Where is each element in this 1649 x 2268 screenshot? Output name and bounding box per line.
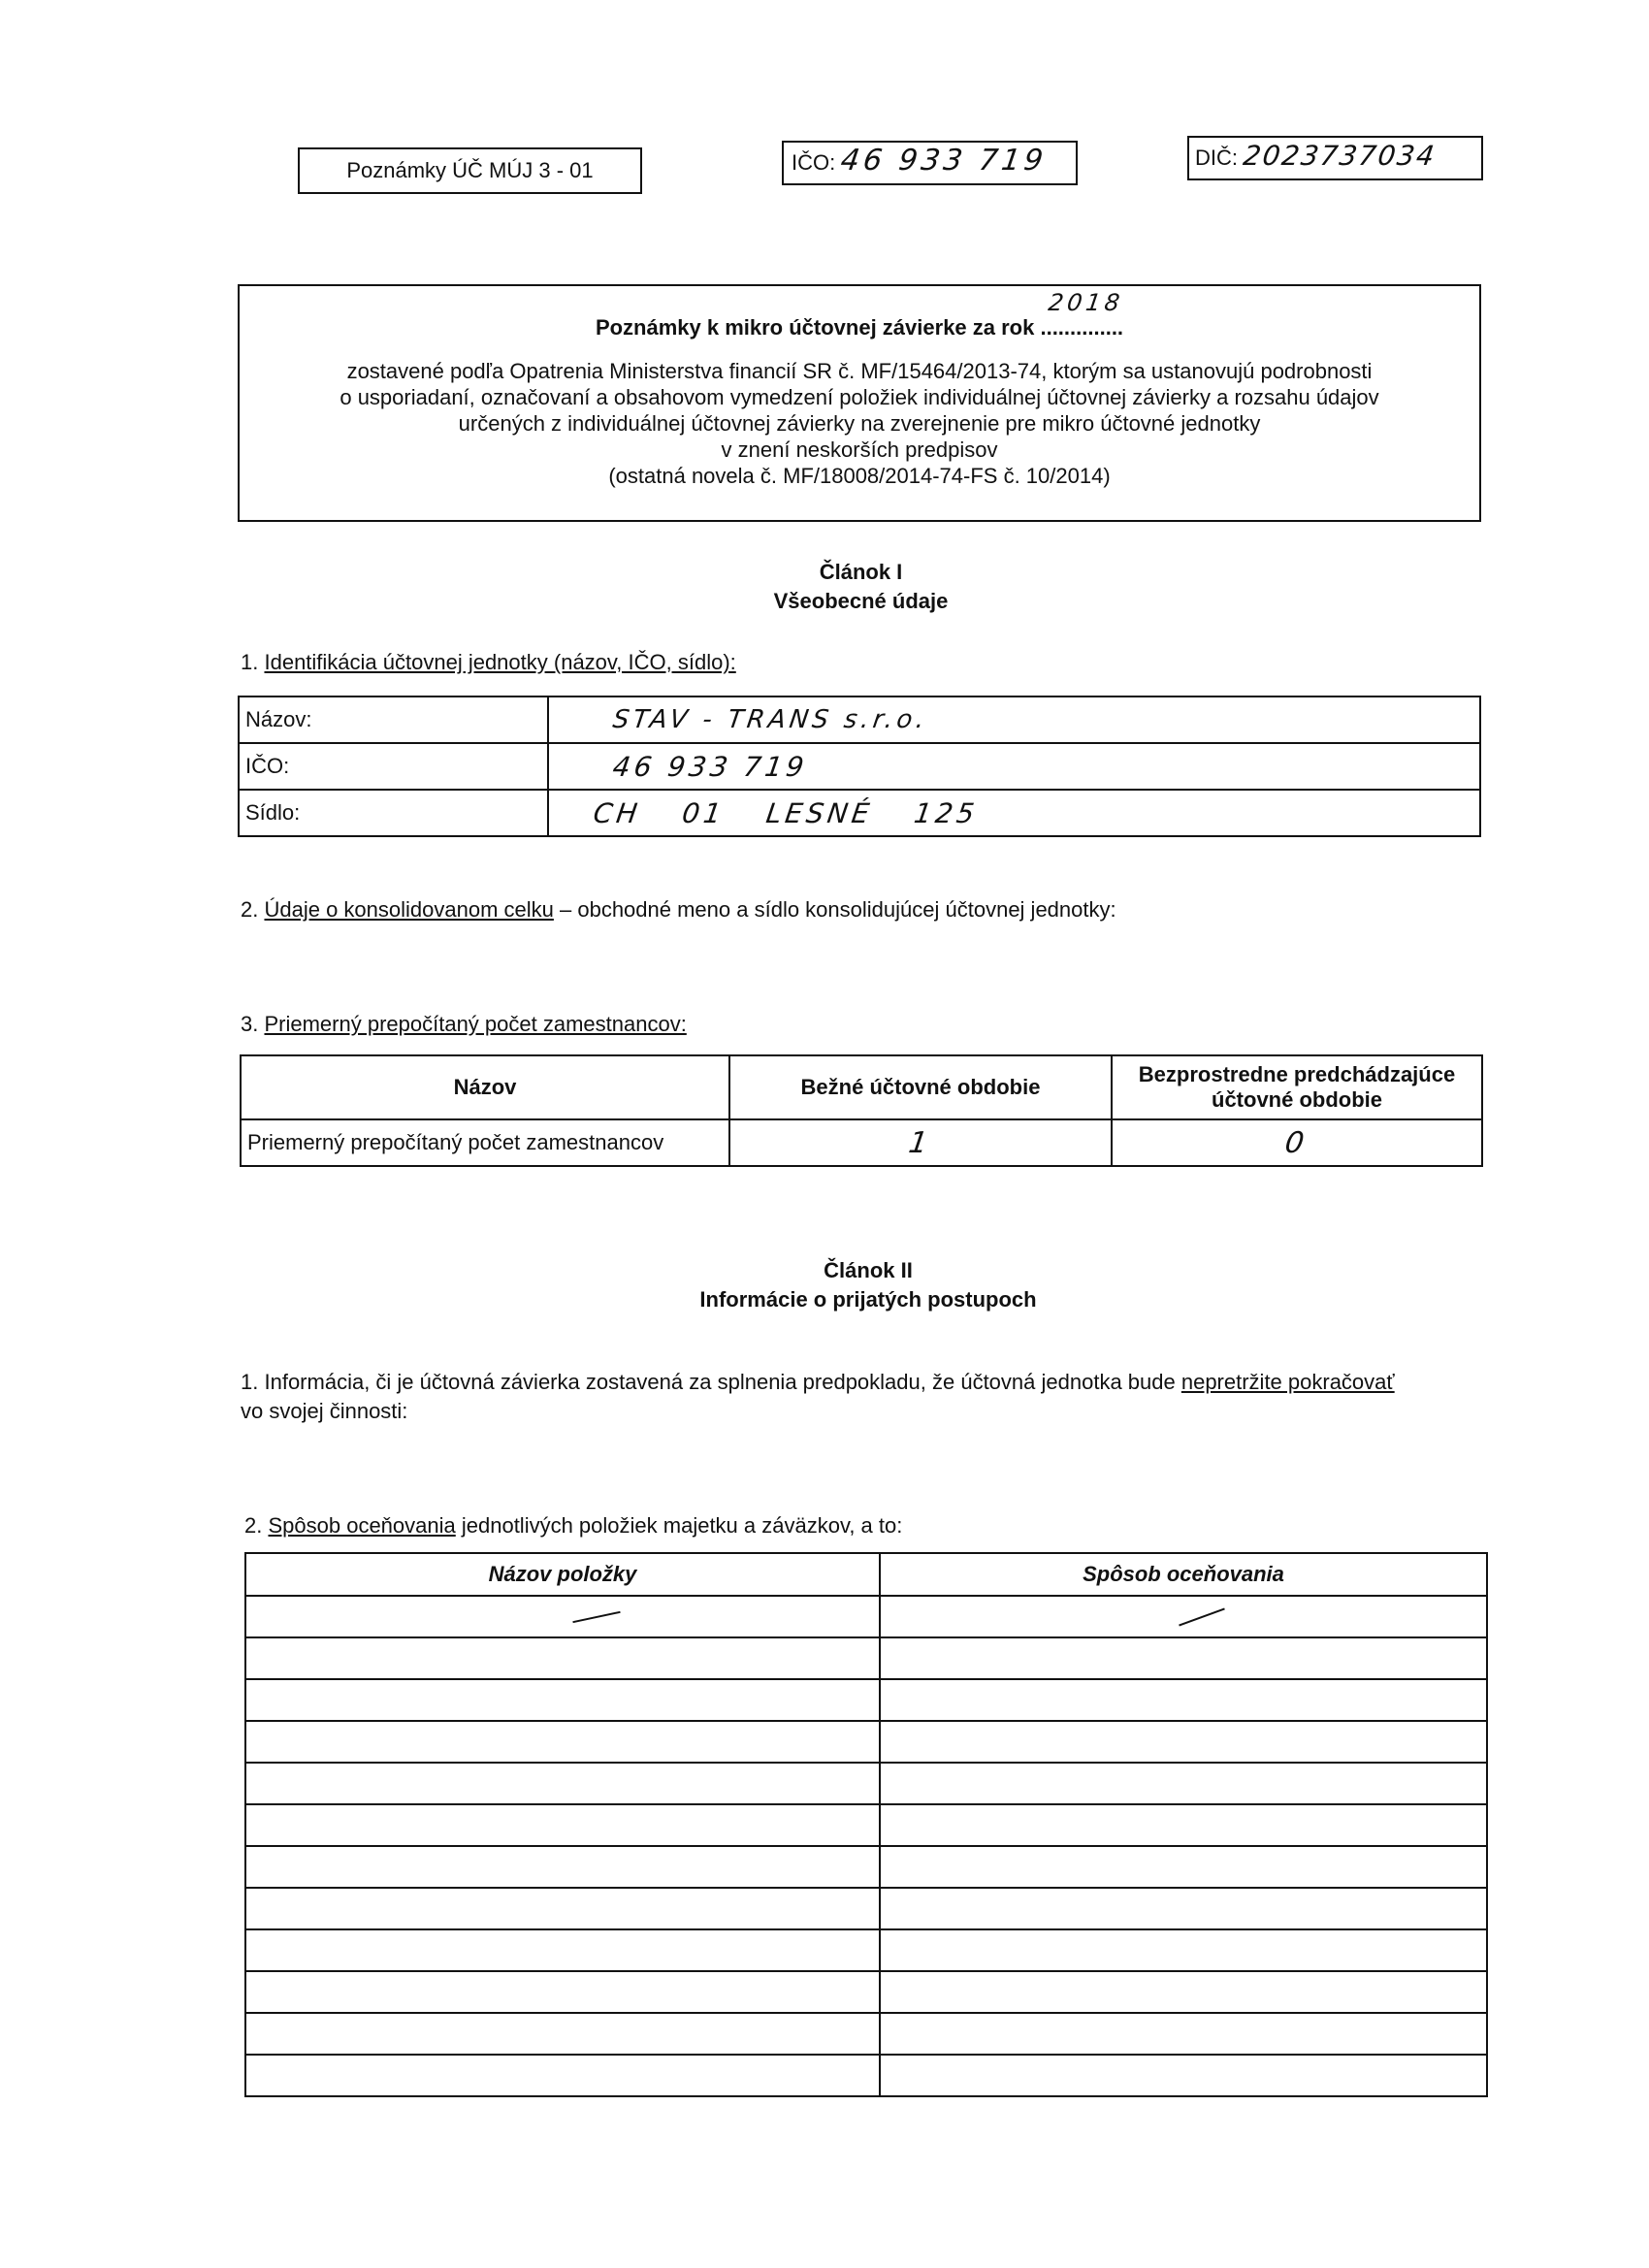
item-name-cell bbox=[245, 1763, 880, 1804]
valuation-cell bbox=[880, 1846, 1487, 1888]
valuation-cell bbox=[880, 1679, 1487, 1721]
table-row: Sídlo: CH 01 LESNÉ 125 bbox=[239, 790, 1480, 836]
valuation-table: Názov položky Spôsob oceňovania bbox=[244, 1552, 1488, 2097]
name-value: STAV - TRANS s.r.o. bbox=[610, 705, 930, 734]
table-row bbox=[245, 1679, 1487, 1721]
valuation-cell bbox=[880, 1888, 1487, 1929]
valuation-cell bbox=[880, 2013, 1487, 2055]
intro-title-row bbox=[240, 289, 1479, 340]
item-name-cell bbox=[245, 1929, 880, 1971]
intro-title: Poznámky k mikro účtovnej závierke za rok .............. bbox=[595, 315, 1124, 340]
valuation-cell bbox=[880, 1763, 1487, 1804]
table-row bbox=[245, 1888, 1487, 1929]
form-label: Poznámky ÚČ MÚJ 3 - 01 bbox=[346, 158, 594, 182]
item-name-cell bbox=[245, 2013, 880, 2055]
table-row bbox=[245, 2055, 1487, 2096]
table-row bbox=[245, 1721, 1487, 1763]
table-row bbox=[245, 1971, 1487, 2013]
table-row bbox=[245, 1846, 1487, 1888]
dic-box bbox=[1187, 136, 1483, 180]
table-row bbox=[245, 1929, 1487, 1971]
item-name-cell bbox=[245, 1804, 880, 1846]
valuation-cell bbox=[880, 1596, 1487, 1637]
valuation-cell bbox=[880, 1637, 1487, 1679]
valuation-cell bbox=[880, 1804, 1487, 1846]
table-row bbox=[245, 1637, 1487, 1679]
intro-text: zostavené podľa Opatrenia Ministerstva financií SR č. MF/15464/2013-74, ktorým sa ustanovujú podrobnosti o usporiadaní, označovaní a obsahovom vymedzení položiek individuálnej účtovnej závierky a rozsahu údajov určených z individuálnej účtovnej závierky na zverejnenie pre mikro účtovné jednotky v znení neskorších predpisov (ostatná novela č. MF/18008/2014-74-FS č. 10/2014) bbox=[340, 359, 1379, 488]
table-row bbox=[245, 1596, 1487, 1637]
table-row: Priemerný prepočítaný počet zamestnancov 1 0 bbox=[241, 1119, 1482, 1166]
form-label-box bbox=[298, 147, 642, 194]
item-name-cell bbox=[245, 1679, 880, 1721]
valuation-cell bbox=[880, 1971, 1487, 2013]
valuation-cell bbox=[880, 1929, 1487, 1971]
item-name-cell bbox=[245, 1846, 880, 1888]
item-name-cell bbox=[245, 2055, 880, 2096]
article1-heading: Článok I Všeobecné údaje bbox=[773, 560, 949, 613]
ico-box bbox=[782, 141, 1078, 185]
item-name-cell bbox=[245, 1596, 880, 1637]
ico-table-value: 46 933 719 bbox=[610, 750, 810, 783]
item-name-cell bbox=[245, 1721, 880, 1763]
employees-table: Názov Bežné účtovné obdobie Bezprostredne predchádzajúce účtovné obdobie Priemerný prepočítaný počet zamestnancov 1 0 bbox=[240, 1054, 1483, 1167]
article2-item2: 2. Spôsob oceňovania jednotlivých položiek majetku a záväzkov, a to: bbox=[244, 1513, 903, 1538]
dic-value: 2023737034 bbox=[1241, 140, 1439, 172]
table-row bbox=[245, 2013, 1487, 2055]
table-row bbox=[245, 1804, 1487, 1846]
article1-item3: 3. Priemerný prepočítaný počet zamestnancov: bbox=[241, 1012, 687, 1036]
article1-item2: 2. Údaje o konsolidovanom celku – obchodné meno a sídlo konsolidujúcej účtovnej jednotky: bbox=[241, 897, 1116, 922]
dic-label: DIČ: bbox=[1195, 146, 1238, 170]
identification-table bbox=[238, 696, 1481, 837]
ico-value: 46 933 719 bbox=[838, 144, 1050, 178]
item-name-cell bbox=[245, 1971, 880, 2013]
table-row: IČO: 46 933 719 bbox=[239, 743, 1480, 790]
item-name-cell bbox=[245, 1637, 880, 1679]
article2-item1: 1. Informácia, či je účtovná závierka zostavená za splnenia predpokladu, že účtovná jednotka bude nepretržite pokračovať vo svojej činnosti: bbox=[241, 1370, 1395, 1423]
valuation-cell bbox=[880, 2055, 1487, 2096]
valuation-cell bbox=[880, 1721, 1487, 1763]
item-name-cell bbox=[245, 1888, 880, 1929]
seat-value: CH 01 LESNÉ 125 bbox=[591, 796, 981, 829]
intro-box bbox=[238, 284, 1481, 522]
ico-label: IČO: bbox=[792, 150, 836, 175]
article1-item1: 1. Identifikácia účtovnej jednotky (názov, IČO, sídlo): bbox=[241, 650, 736, 674]
table-row: Názov: STAV - TRANS s.r.o. bbox=[239, 697, 1480, 743]
table-row bbox=[245, 1763, 1487, 1804]
year-value: 2018 bbox=[1047, 289, 1126, 316]
article2-heading: Článok II Informácie o prijatých postupoch bbox=[699, 1258, 1037, 1312]
